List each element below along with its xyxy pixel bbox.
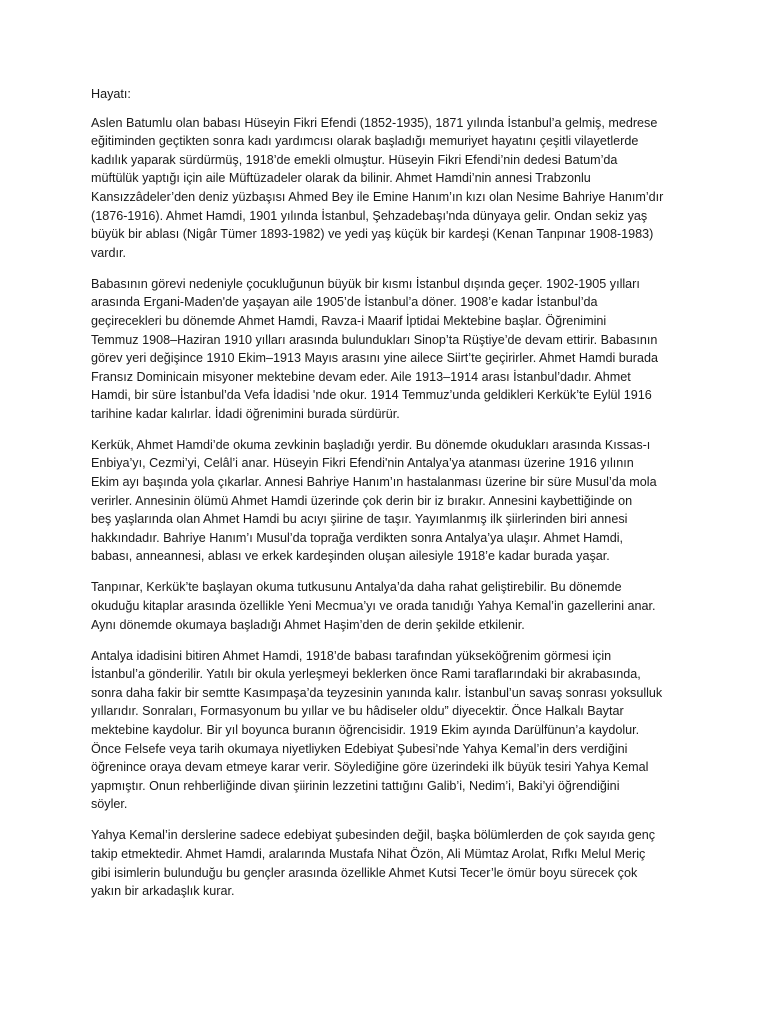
text-line: Fransız Dominicain misyoner mektebine devam eder. Aile 1913–1914 arası İstanbul’dadır. Ahmet [91,369,631,384]
text-line: vardır. [91,245,126,260]
text-line: arasında Ergani-Maden'de yaşayan aile 1905’de İstanbul’a döner. 1908’e kadar İstanbul’da [91,295,598,310]
text-line: gibi isimlerin bulunduğu bu gençler arasında özellikle Ahmet Kutsi Tecer’le ömür boyu sürecek çok [91,865,638,880]
text-line: yıllarıdır. Sonraları, Formasyonum bu yıllar ve bu hâdiseler oldu” diyecektir. Önce Halkalı Baytar [91,704,624,719]
text-line: Hamdi, bir süre İstanbul’da Vefa İdadisi 'nde okur. 1914 Temmuz’unda geldikleri Kerkük’te Eylül 1916 [91,388,652,403]
text-line: Babasının görevi nedeniyle çocukluğunun büyük bir kısmı İstanbul dışında geçer. 1902-1905 yılları [91,276,640,291]
text-line: sonra daha fakir bir semtte Kasımpaşa’da teyzesinin yanında kalır. İstanbul’un savaş sonrası yoksulluk [91,685,663,700]
document-page [91,85,686,913]
text-line: verirler. Annesinin ölümü Ahmet Hamdi üzerinde çok derin bir iz bırakır. Annesini kaybettiğinde on [91,493,633,508]
text-line: hakkındadır. Bahriye Hanım’ı Musul’da toprağa verdikten sonra Antalya’ya ulaşır. Ahmet Hamdi, [91,530,624,545]
paragraph [91,275,686,424]
paragraph [91,436,686,566]
text-line: yakın bir arkadaşlık kurar. [91,884,235,899]
text-line: Önce Felsefe veya tarih okumaya niyetliyken Edebiyat Şubesi’nde Yahya Kemal’in ders verdiğini [91,741,628,756]
text-line: kadılık yaparak sürdürmüş, 1918’de emekli olmuştur. Hüseyin Fikri Efendi’nin dedesi Batum’da [91,152,618,167]
text-line: görev yeri değişince 1910 Ekim–1913 Mayıs arasını yine ailece Siirt’te geçirirler. Ahmet Hamdi burada [91,351,658,366]
text-line: Yahya Kemal’in derslerine sadece edebiyat şubesinden değil, başka bölümlerden de çok sayıda genç [91,828,656,843]
paragraph [91,114,686,263]
text-line: geçirecekleri bu dönemde Ahmet Hamdi, Ravza-i Maarif İptidai Mektebine başlar. Öğrenimini [91,313,607,328]
text-line: Kansızzâdeler’den deniz yüzbaşısı Ahmed Bey ile Emine Hanım’ın kızı olan Nesime Bahriye Hanım’dır [91,189,664,204]
paragraph [91,647,686,814]
text-line: Antalya idadisini bitiren Ahmet Hamdi, 1918’de babası tarafından yükseköğrenim görmesi için [91,648,612,663]
document-heading: Hayatı: [91,87,131,101]
text-line: Tanpınar, Kerkük’te başlayan okuma tutkusunu Antalya’da daha rahat geliştirebilir. Bu dönemde [91,580,622,595]
text-line: yapmıştır. Onun rehberliğinde divan şiirinin lezzetini tattığını Galib’i, Nedim’i, Baki’yi öğrendiğini [91,778,620,793]
text-line: (1876-1916). Ahmet Hamdi, 1901 yılında İstanbul, Şehzadebaşı'nda dünyaya gelir. Ondan sekiz yaş [91,208,648,223]
text-line: beş yaşlarında olan Ahmet Hamdi bu acıyı şiirine de taşır. Yayımlanmış ilk şiirlerinden biri annesi [91,512,628,527]
text-line: müftülük yaptığı için aile Müftüzadeler olarak da bilinir. Ahmet Hamdi’nin annesi Trabzonlu [91,171,591,186]
text-line: söyler. [91,797,128,812]
text-line: Kerkük, Ahmet Hamdi’de okuma zevkinin başladığı yerdir. Bu dönemde okudukları arasında Kıssas-ı [91,437,651,452]
paragraph [91,826,686,900]
text-line: okuduğu kitaplar arasında özellikle Yeni Mecmua’yı ve orada tanıdığı Yahya Kemal’in gazellerini anar. [91,599,656,614]
text-line: öğrenince oraya devam etmeye karar verir. Söylediğine göre üzerindeki ilk büyük tesiri Yahya Kemal [91,760,649,775]
text-line: babası, anneannesi, ablası ve erkek kardeşinden oluşan ailesiyle 1918’e kadar burada yaşar. [91,549,610,564]
text-line: Enbiya’yı, Cezmi’yi, Celâl’i anar. Hüseyin Fikri Efendi'nin Antalya’ya atanması üzerine 1916 yılının [91,456,634,471]
text-line: mektebine kaydolur. Bir yıl boyunca buranın öğrencisidir. 1919 Ekim ayında Darülfünun’a kaydolur. [91,722,640,737]
text-line: Ekim ayı başında yola çıkarlar. Annesi Bahriye Hanım’ın hastalanması üzerine bir süre Musul’da mola [91,475,657,490]
text-line: Aynı dönemde okumaya başladığı Ahmet Haşim’den de derin şekilde etkilenir. [91,617,525,632]
text-line: İstanbul’a gönderilir. Yatılı bir okula yerleşmeyi beklerken önce Rami taraflarındaki bir akrabasında, [91,667,641,682]
text-line: takip etmektedir. Ahmet Hamdi, aralarında Mustafa Nihat Özön, Ali Mümtaz Arolat, Rıfkı Melul Meriç [91,846,646,861]
text-line: Aslen Batumlu olan babası Hüseyin Fikri Efendi (1852-1935), 1871 yılında İstanbul’a gelmiş, medrese [91,115,658,130]
text-line: Temmuz 1908–Haziran 1910 yılları arasında bulundukları Sinop’ta Rüştiye’de devam ettirir. Babasının [91,332,658,347]
text-line: büyük bir ablası (Nigâr Tümer 1893-1982) ve yedi yaş küçük bir kardeşi (Kenan Tanpınar 1908-1983) [91,227,654,242]
text-line: tarihine kadar kalırlar. İdadi öğrenimini burada sürdürür. [91,406,400,421]
document-body [91,114,686,901]
paragraph [91,578,686,634]
text-line: eğitiminden geçtikten sonra kadı yardımcısı olarak başladığı memuriyet hayatını çeşitli vilayetlerde [91,134,639,149]
